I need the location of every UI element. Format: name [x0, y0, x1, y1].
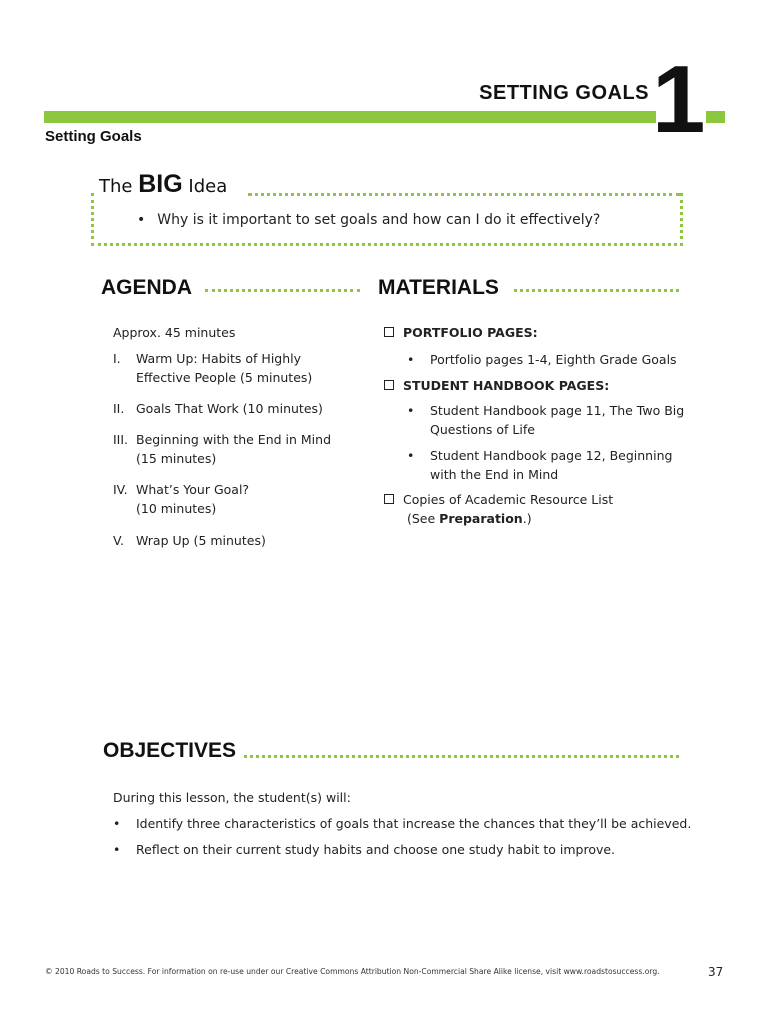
agenda-item-number: I.: [113, 351, 121, 366]
copies-item: [384, 490, 613, 528]
materials-item-text: Portfolio pages 1-4, Eighth Grade Goals: [430, 352, 677, 367]
bullet-icon: •: [113, 842, 121, 857]
agenda-item-text: Goals That Work (10 minutes): [136, 401, 323, 416]
agenda-item-number: III.: [113, 432, 129, 447]
header-accent-bar: [44, 111, 656, 123]
big-idea-question: [137, 212, 600, 228]
chapter-number: 1: [652, 46, 706, 153]
portfolio-pages-label: PORTFOLIO PAGES:: [403, 325, 538, 340]
agenda-heading: AGENDA: [101, 276, 193, 299]
bullet-icon: •: [137, 212, 146, 228]
copies-note-suffix: .): [522, 511, 532, 526]
copies-note-prefix: (See: [407, 511, 440, 526]
objective-item-text: Identify three characteristics of goals that increase the chances that they’ll be achieved.: [136, 816, 692, 831]
bullet-icon: •: [407, 448, 415, 463]
bullet-icon: •: [113, 816, 121, 831]
agenda-dotted-rule: [205, 289, 360, 292]
big-idea-suffix: Idea: [188, 176, 228, 197]
copyright-notice: © 2010 Roads to Success. For information on re-use under our Creative Commons Attribution Non-Commercial Share Alike license, visit www.roadstosuccess.org.: [45, 967, 660, 976]
agenda-item-text: (10 minutes): [136, 501, 217, 516]
handbook-pages-label: STUDENT HANDBOOK PAGES:: [403, 378, 610, 393]
portfolio-pages-heading: [384, 323, 538, 342]
objectives-intro: During this lesson, the student(s) will:: [113, 790, 351, 805]
objective-item-text: Reflect on their current study habits and choose one study habit to improve.: [136, 842, 616, 857]
big-idea-big: BIG: [138, 170, 183, 198]
handbook-pages-heading: [384, 376, 609, 395]
copies-item-text: Copies of Academic Resource List: [403, 492, 614, 507]
agenda-item-number: IV.: [113, 482, 128, 497]
objectives-heading: OBJECTIVES: [103, 739, 237, 762]
agenda-item-text: Warm Up: Habits of Highly: [136, 351, 302, 366]
agenda-item-text: Effective People (5 minutes): [136, 370, 313, 385]
checkbox-icon: [384, 494, 394, 504]
materials-item-text: Questions of Life: [430, 422, 535, 437]
header-accent-tab: [706, 111, 725, 123]
agenda-item-text: Beginning with the End in Mind: [136, 432, 332, 447]
agenda-item-text: Wrap Up (5 minutes): [136, 533, 266, 548]
big-idea-question-text: Why is it important to set goals and how can I do it effectively?: [157, 212, 601, 228]
materials-heading: MATERIALS: [378, 276, 499, 299]
materials-item-text: Student Handbook page 12, Beginning: [430, 448, 673, 463]
bullet-icon: •: [407, 352, 415, 367]
materials-item-text: Student Handbook page 11, The Two Big: [430, 403, 685, 418]
agenda-duration: Approx. 45 minutes: [113, 325, 236, 340]
chapter-title: SETTING GOALS: [479, 82, 649, 104]
materials-dotted-rule: [514, 289, 679, 292]
objectives-dotted-rule: [244, 755, 679, 758]
agenda-item-text: What’s Your Goal?: [136, 482, 250, 497]
materials-item-text: with the End in Mind: [430, 467, 559, 482]
checkbox-icon: [384, 380, 394, 390]
preparation-reference: Preparation: [439, 511, 523, 526]
agenda-item-text: (15 minutes): [136, 451, 217, 466]
checkbox-icon: [384, 327, 394, 337]
big-idea-prefix: The: [99, 176, 133, 197]
bullet-icon: •: [407, 403, 415, 418]
agenda-item-number: V.: [113, 533, 124, 548]
page-subtitle: Setting Goals: [45, 128, 142, 145]
agenda-item-number: II.: [113, 401, 125, 416]
page-number: 37: [708, 965, 724, 979]
